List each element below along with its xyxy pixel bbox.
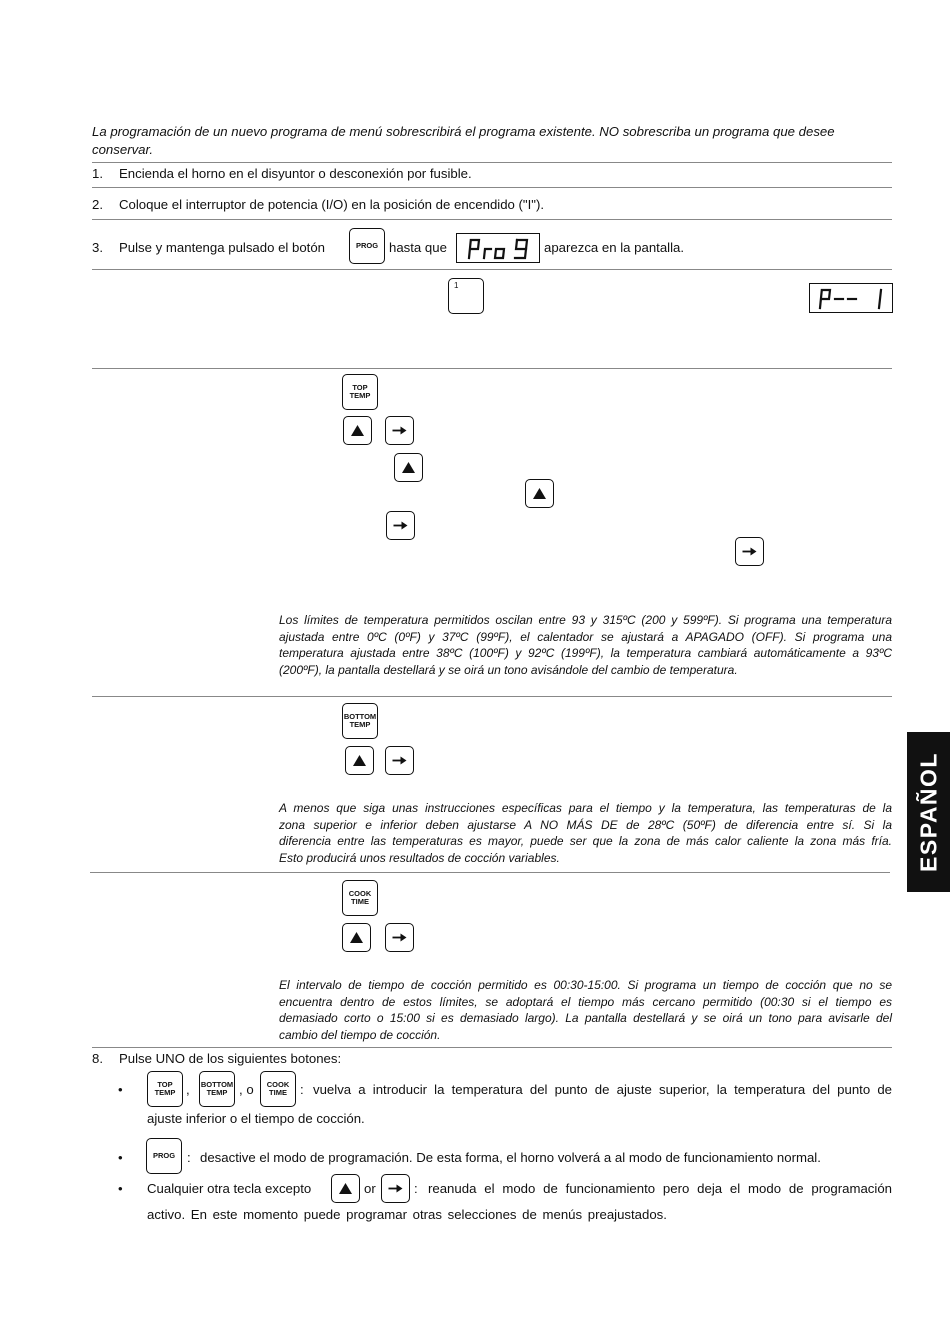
- right-arrow-key[interactable]: [735, 537, 764, 566]
- divider: [92, 162, 892, 163]
- cook-time-key[interactable]: [260, 1071, 296, 1107]
- key-label: COOK: [266, 1080, 290, 1090]
- divider: [92, 187, 892, 188]
- step-3-number: 3.: [92, 240, 103, 255]
- bullet-colon: :: [187, 1150, 191, 1165]
- note-line: Esto producirá unos resultados de cocción variables.: [279, 850, 560, 865]
- up-arrow-key[interactable]: [394, 453, 423, 482]
- step-1-text: Encienda el horno en el disyuntor o desconexión por fusible.: [119, 166, 472, 181]
- key-label: TOP: [352, 383, 368, 393]
- bullet-3-text-line-1: reanuda el modo de funcionamiento pero deja el modo de programación: [428, 1181, 892, 1196]
- step-3-text-a: Pulse y mantenga pulsado el botón: [119, 240, 326, 255]
- right-arrow-icon: [392, 931, 407, 944]
- key-label: TIME: [269, 1088, 287, 1097]
- right-arrow-key[interactable]: [385, 746, 414, 775]
- up-arrow-icon: [352, 754, 367, 767]
- lcd-p1-display: [809, 283, 893, 313]
- language-side-tab-label: ESPAÑOL: [915, 752, 941, 872]
- right-arrow-icon: [392, 424, 407, 437]
- key-label: TEMP: [349, 391, 371, 400]
- right-arrow-icon: [392, 754, 407, 767]
- note-line: temperatura ajustada entre 38ºC (100ºF) y 92ºC (199ºF), la temperatura cambiará automáticamente a 93ºC: [279, 646, 892, 660]
- bullet-colon: :: [414, 1181, 418, 1196]
- up-arrow-icon: [401, 461, 416, 474]
- up-arrow-icon: [349, 931, 364, 944]
- up-arrow-icon: [532, 487, 547, 500]
- divider: [92, 368, 892, 369]
- key-label: TEMP: [349, 720, 371, 729]
- divider: [90, 872, 890, 873]
- intro-line-2: conservar.: [92, 142, 154, 157]
- divider: [92, 219, 892, 220]
- bottom-temp-key[interactable]: [342, 703, 378, 739]
- up-arrow-key[interactable]: [343, 416, 372, 445]
- step-8-number: 8.: [92, 1051, 103, 1066]
- divider: [92, 1047, 892, 1048]
- bullet-marker: •: [118, 1181, 123, 1196]
- bullet-marker: •: [118, 1082, 123, 1097]
- step-2-number: 2.: [92, 197, 103, 212]
- separator-comma: ,: [186, 1082, 190, 1097]
- up-arrow-icon: [350, 424, 365, 437]
- cook-time-key[interactable]: [342, 880, 378, 916]
- right-arrow-key[interactable]: [385, 416, 414, 445]
- prog-key[interactable]: PROG: [146, 1138, 182, 1174]
- note-temperature-difference: [279, 800, 892, 866]
- bullet-1-text-line-2: ajuste inferior o el tiempo de cocción.: [147, 1111, 365, 1126]
- up-arrow-key[interactable]: [345, 746, 374, 775]
- note-line: A menos que siga unas instrucciones específicas para el tiempo y la temperatura, las temperaturas de la: [279, 801, 892, 815]
- note-line: diferencia entre las temperaturas es mayor, puede ser que la zona de más calor caliente la zona más fría.: [279, 834, 892, 848]
- right-arrow-key[interactable]: [381, 1174, 410, 1203]
- up-arrow-key[interactable]: [342, 923, 371, 952]
- right-arrow-key[interactable]: [385, 923, 414, 952]
- divider: [92, 269, 892, 270]
- bullet-1-text-line-1: vuelva a introducir la temperatura del punto de ajuste superior, la temperatura del punto de: [313, 1082, 892, 1097]
- bullet-3-text-a: Cualquier otra tecla excepto: [147, 1181, 312, 1196]
- note-line: cambio del tiempo de cocción.: [279, 1027, 441, 1042]
- key-label: TIME: [351, 897, 369, 906]
- right-arrow-key[interactable]: [386, 511, 415, 540]
- note-line: demasiado corto o 15:00 si es demasiado largo). La pantalla destellará y se oirá un tono para avisarle del: [279, 1011, 892, 1025]
- key-label: BOTTOM: [343, 712, 377, 722]
- note-line: Los límites de temperatura permitidos oscilan entre 93 y 315ºC (200 y 599ºF). Si programa una temperatura: [279, 613, 892, 627]
- prog-key[interactable]: PROG: [349, 228, 385, 264]
- divider: [92, 696, 892, 697]
- key-label: TOP: [157, 1080, 173, 1090]
- step-8-text: Pulse UNO de los siguientes botones:: [119, 1051, 342, 1066]
- note-cook-time-range: [279, 977, 892, 1043]
- bullet-3-text-line-2: activo. En este momento puede programar otras selecciones de menús preajustados.: [147, 1207, 667, 1222]
- lcd-p1-glyphs: [810, 284, 894, 314]
- step-2-text: Coloque el interruptor de potencia (I/O) en la posición de encendido ("I").: [119, 197, 545, 212]
- lcd-prog-glyphs: [457, 234, 541, 264]
- right-arrow-icon: [742, 545, 757, 558]
- key-label: TEMP: [206, 1088, 228, 1097]
- step-1-number: 1.: [92, 166, 103, 181]
- step-3-text-b: hasta que: [389, 240, 447, 255]
- note-line: encuentra dentro de estos límites, se adoptará el tiempo más cercano permitido (00:30 si el tiempo es: [279, 994, 892, 1009]
- note-line: El intervalo de tiempo de cocción permitido es 00:30-15:00. Si programa un tiempo de cocción que no se: [279, 978, 892, 992]
- key-label: COOK: [348, 889, 372, 899]
- lcd-prog-display: [456, 233, 540, 263]
- bottom-temp-key[interactable]: [199, 1071, 235, 1107]
- note-temperature-limits: [279, 612, 892, 678]
- right-arrow-icon: [388, 1182, 403, 1195]
- note-line: (200ºF), la pantalla destellará y se oirá un tono avisándole del cambio de temperatura.: [279, 662, 738, 677]
- step-3-text-c: aparezca en la pantalla.: [544, 240, 685, 255]
- top-temp-key[interactable]: [147, 1071, 183, 1107]
- language-side-tab: [907, 732, 950, 892]
- intro-line-1: La programación de un nuevo programa de menú sobrescribirá el programa existente. NO sobrescriba un programa que desee: [92, 124, 835, 139]
- bullet-marker: •: [118, 1150, 123, 1165]
- right-arrow-icon: [393, 519, 408, 532]
- top-temp-key[interactable]: [342, 374, 378, 410]
- separator-or: , o: [239, 1082, 254, 1097]
- separator-or: or: [364, 1181, 376, 1196]
- up-arrow-key[interactable]: [525, 479, 554, 508]
- bullet-colon: :: [300, 1082, 304, 1097]
- bullet-2-text: desactive el modo de programación. De esta forma, el horno volverá a al modo de funcionamiento normal.: [200, 1150, 821, 1165]
- up-arrow-icon: [338, 1182, 353, 1195]
- note-line: ajustada entre 0ºC (0ºF) y 37ºC (99ºF), el calentador se ajustará a APAGADO (OFF). Si programa una: [279, 629, 892, 644]
- key-1[interactable]: 1: [448, 278, 484, 314]
- key-label: TEMP: [154, 1088, 176, 1097]
- key-label: BOTTOM: [200, 1080, 234, 1090]
- note-line: zona superior e inferior deben ajustarse A NO MÁS DE de 28ºC (50ºF) de diferencia entre sí. Si la: [279, 817, 892, 832]
- up-arrow-key[interactable]: [331, 1174, 360, 1203]
